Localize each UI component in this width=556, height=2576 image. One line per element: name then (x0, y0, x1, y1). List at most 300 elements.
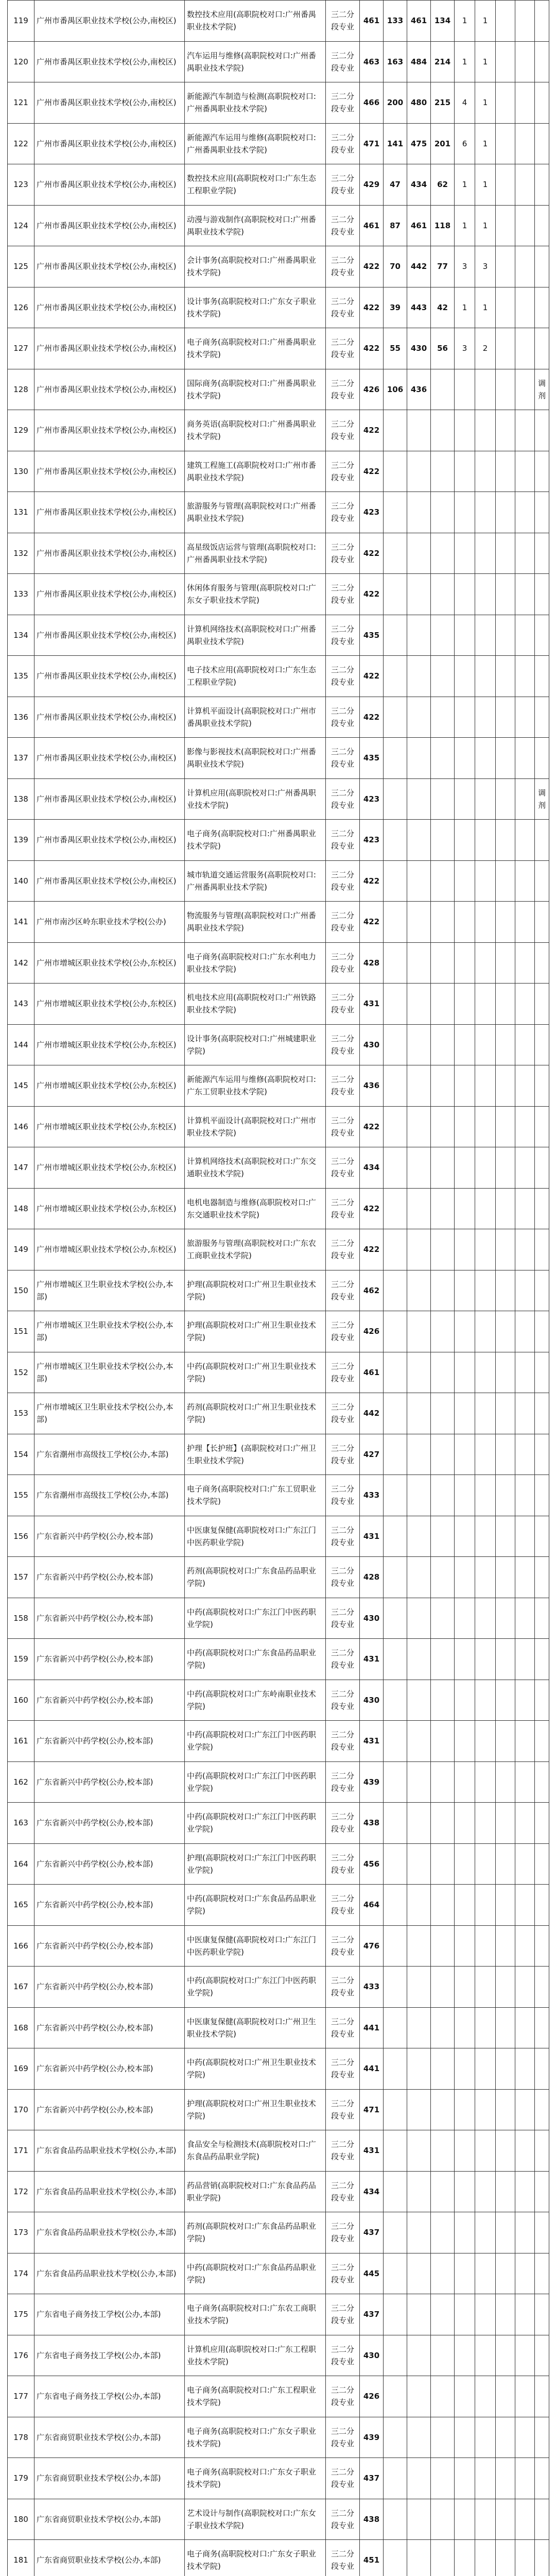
last-score: 475 (407, 123, 431, 164)
min-score-rank: 87 (384, 205, 407, 246)
last-score: 442 (407, 246, 431, 287)
major-name: 旅游服务与管理(高职院校对口:广东农工商职业技术学院) (185, 1229, 326, 1270)
last-major-choice (475, 2376, 496, 2417)
last-score: 443 (407, 287, 431, 328)
last-major-choice (475, 1967, 496, 2008)
school-name: 广州市番禺区职业技术学校(公办,南校区) (34, 778, 185, 820)
admission-table-body (8, 1, 549, 2576)
major-type: 三二分段专业 (326, 164, 360, 206)
last-score-rank (431, 1885, 455, 1926)
last-score (407, 1188, 431, 1229)
last-school-choice (455, 1475, 475, 1516)
row-number: 181 (8, 2540, 34, 2576)
last-score (407, 2417, 431, 2458)
last-school-choice (455, 2417, 475, 2458)
min-score-rank (384, 1680, 407, 1721)
last-score (407, 1475, 431, 1516)
last-score-rank (431, 1680, 455, 1721)
col-k (496, 1393, 515, 1434)
col-l (515, 1229, 535, 1270)
remark-cell (535, 1270, 549, 1311)
major-name: 护理(高职院校对口:广州卫生职业技术学院) (185, 2089, 326, 2130)
table-row (8, 1721, 549, 1762)
table-row (8, 820, 549, 861)
remark-cell (535, 410, 549, 451)
school-name: 广州市增城区职业技术学校(公办,东校区) (34, 1147, 185, 1189)
col-k (496, 1270, 515, 1311)
row-number: 171 (8, 2130, 34, 2172)
min-score-rank: 141 (384, 123, 407, 164)
remark-cell (535, 1557, 549, 1598)
last-score-rank (431, 2212, 455, 2253)
col-k (496, 860, 515, 902)
min-score-rank (384, 1147, 407, 1189)
admission-table-container (7, 0, 549, 2576)
major-type: 三二分段专业 (326, 984, 360, 1025)
col-k (496, 2499, 515, 2540)
remark-cell (535, 41, 549, 82)
remark-cell: 调剂 (535, 369, 549, 410)
major-type: 三二分段专业 (326, 1925, 360, 1967)
last-school-choice (455, 2048, 475, 2090)
last-score-rank (431, 1188, 455, 1229)
last-major-choice: 1 (475, 82, 496, 124)
last-score: 436 (407, 369, 431, 410)
row-number: 173 (8, 2212, 34, 2253)
min-score: 423 (360, 778, 384, 820)
major-type: 三二分段专业 (326, 41, 360, 82)
major-name: 影像与影视技术(高职院校对口:广州番禺职业技术学院) (185, 738, 326, 779)
col-l (515, 942, 535, 984)
min-score: 439 (360, 2417, 384, 2458)
major-type: 三二分段专业 (326, 1270, 360, 1311)
school-name: 广州市番禺区职业技术学校(公办,南校区) (34, 164, 185, 206)
last-major-choice (475, 533, 496, 574)
major-type: 三二分段专业 (326, 860, 360, 902)
table-row (8, 1885, 549, 1926)
col-k (496, 1475, 515, 1516)
last-score-rank (431, 2540, 455, 2576)
row-number: 136 (8, 697, 34, 738)
last-major-choice: 1 (475, 123, 496, 164)
row-number: 142 (8, 942, 34, 984)
col-k (496, 1721, 515, 1762)
table-row (8, 697, 549, 738)
min-score-rank (384, 2294, 407, 2335)
min-score: 464 (360, 1885, 384, 1926)
major-name: 中药(高职院校对口:广东江门中医药职业学院) (185, 1721, 326, 1762)
min-score-rank (384, 615, 407, 656)
table-row (8, 1803, 549, 1844)
last-score-rank (431, 1270, 455, 1311)
last-score (407, 2540, 431, 2576)
last-score-rank (431, 1516, 455, 1557)
col-k (496, 1024, 515, 1065)
last-school-choice (455, 1843, 475, 1885)
col-k (496, 410, 515, 451)
table-row (8, 1352, 549, 1393)
major-type: 三二分段专业 (326, 123, 360, 164)
min-score-rank (384, 820, 407, 861)
min-score-rank: 133 (384, 1, 407, 42)
remark-cell (535, 2212, 549, 2253)
last-major-choice (475, 2130, 496, 2172)
last-school-choice: 4 (455, 82, 475, 124)
min-score-rank (384, 1721, 407, 1762)
min-score: 422 (360, 1229, 384, 1270)
row-number: 126 (8, 287, 34, 328)
table-row (8, 2253, 549, 2294)
col-l (515, 1557, 535, 1598)
table-row (8, 2089, 549, 2130)
min-score-rank (384, 410, 407, 451)
col-l (515, 697, 535, 738)
school-name: 广州市番禺区职业技术学校(公办,南校区) (34, 533, 185, 574)
remark-cell (535, 1393, 549, 1434)
last-score (407, 574, 431, 615)
row-number: 140 (8, 860, 34, 902)
last-school-choice: 1 (455, 205, 475, 246)
row-number: 169 (8, 2048, 34, 2090)
row-number: 132 (8, 533, 34, 574)
row-number: 179 (8, 2458, 34, 2499)
school-name: 广州市南沙区岭东职业技术学校(公办) (34, 902, 185, 943)
last-school-choice (455, 1024, 475, 1065)
col-k (496, 1925, 515, 1967)
school-name: 广东省新兴中药学校(公办,校本部) (34, 2089, 185, 2130)
table-row (8, 410, 549, 451)
school-name: 广东省新兴中药学校(公办,校本部) (34, 1885, 185, 1926)
row-number: 131 (8, 492, 34, 533)
school-name: 广州市番禺区职业技术学校(公办,南校区) (34, 82, 185, 124)
major-type: 三二分段专业 (326, 2130, 360, 2172)
last-major-choice (475, 2212, 496, 2253)
last-score-rank (431, 492, 455, 533)
school-name: 广州市番禺区职业技术学校(公办,南校区) (34, 410, 185, 451)
table-row (8, 2171, 549, 2212)
last-score (407, 2458, 431, 2499)
last-score-rank (431, 2007, 455, 2048)
table-row (8, 1065, 549, 1107)
min-score-rank (384, 1270, 407, 1311)
remark-cell (535, 1, 549, 42)
table-row (8, 2417, 549, 2458)
min-score-rank (384, 1967, 407, 2008)
last-score-rank (431, 1229, 455, 1270)
col-l (515, 2089, 535, 2130)
col-l (515, 410, 535, 451)
min-score: 428 (360, 942, 384, 984)
remark-cell (535, 2048, 549, 2090)
col-k (496, 328, 515, 369)
table-row (8, 1024, 549, 1065)
school-name: 广州市番禺区职业技术学校(公办,南校区) (34, 123, 185, 164)
major-name: 电子商务(高职院校对口:广东女子职业技术学院) (185, 2417, 326, 2458)
last-score-rank (431, 984, 455, 1025)
last-school-choice (455, 1598, 475, 1639)
school-name: 广东省潮州市高级技工学校(公办,本部) (34, 1475, 185, 1516)
major-name: 中药(高职院校对口:广州卫生职业技术学院) (185, 1352, 326, 1393)
last-school-choice: 6 (455, 123, 475, 164)
col-l (515, 860, 535, 902)
major-type: 三二分段专业 (326, 1065, 360, 1107)
major-name: 艺术设计与制作(高职院校对口:广东女子职业技术学院) (185, 2499, 326, 2540)
major-name: 城市轨道交通运营服务(高职院校对口:广州番禺职业技术学院) (185, 860, 326, 902)
min-score: 441 (360, 2048, 384, 2090)
last-score (407, 451, 431, 492)
school-name: 广东省新兴中药学校(公办,校本部) (34, 1925, 185, 1967)
row-number: 155 (8, 1475, 34, 1516)
table-row (8, 1434, 549, 1475)
col-k (496, 1680, 515, 1721)
col-l (515, 1270, 535, 1311)
table-row (8, 738, 549, 779)
remark-cell (535, 492, 549, 533)
last-score-rank (431, 1106, 455, 1147)
table-row (8, 984, 549, 1025)
row-number: 121 (8, 82, 34, 124)
row-number: 167 (8, 1967, 34, 2008)
major-name: 新能源汽车运用与维修(高职院校对口:广州番禺职业技术学院) (185, 123, 326, 164)
major-name: 计算机应用(高职院校对口:广州番禺职业技术学院) (185, 778, 326, 820)
major-type: 三二分段专业 (326, 1229, 360, 1270)
major-name: 电子商务(高职院校对口:广东工程职业技术学院) (185, 2376, 326, 2417)
last-school-choice (455, 902, 475, 943)
col-k (496, 2007, 515, 2048)
min-score: 427 (360, 1434, 384, 1475)
remark-cell (535, 2171, 549, 2212)
min-score: 441 (360, 2007, 384, 2048)
col-l (515, 1311, 535, 1352)
last-school-choice (455, 2007, 475, 2048)
remark-cell (535, 1434, 549, 1475)
major-name: 护理【长护班】(高职院校对口:广州卫生职业技术学院) (185, 1434, 326, 1475)
min-score-rank (384, 1024, 407, 1065)
col-k (496, 2417, 515, 2458)
remark-cell (535, 1843, 549, 1885)
last-score-rank (431, 1639, 455, 1680)
last-major-choice (475, 820, 496, 861)
last-score-rank (431, 697, 455, 738)
table-row (8, 1598, 549, 1639)
last-score-rank (431, 2335, 455, 2376)
col-l (515, 615, 535, 656)
remark-cell: 调剂 (535, 778, 549, 820)
table-row (8, 2335, 549, 2376)
major-name: 护理(高职院校对口:广州卫生职业技术学院) (185, 1270, 326, 1311)
remark-cell (535, 1885, 549, 1926)
min-score-rank (384, 1598, 407, 1639)
school-name: 广东省潮州市高级技工学校(公办,本部) (34, 1434, 185, 1475)
col-l (515, 984, 535, 1025)
row-number: 174 (8, 2253, 34, 2294)
row-number: 154 (8, 1434, 34, 1475)
major-type: 三二分段专业 (326, 246, 360, 287)
min-score: 422 (360, 246, 384, 287)
col-l (515, 2417, 535, 2458)
last-score (407, 410, 431, 451)
major-type: 三二分段专业 (326, 1598, 360, 1639)
col-l (515, 1639, 535, 1680)
major-name: 数控技术应用(高职院校对口:广东生态工程职业学院) (185, 164, 326, 206)
remark-cell (535, 1639, 549, 1680)
last-score (407, 533, 431, 574)
col-l (515, 1188, 535, 1229)
last-score-rank (431, 1065, 455, 1107)
major-name: 中药(高职院校对口:广东食品药品职业学院) (185, 1639, 326, 1680)
row-number: 144 (8, 1024, 34, 1065)
last-school-choice (455, 2458, 475, 2499)
major-type: 三二分段专业 (326, 615, 360, 656)
last-school-choice (455, 1803, 475, 1844)
last-score-rank (431, 369, 455, 410)
min-score-rank (384, 492, 407, 533)
col-l (515, 246, 535, 287)
last-school-choice (455, 738, 475, 779)
table-row (8, 2130, 549, 2172)
last-school-choice (455, 2294, 475, 2335)
min-score: 429 (360, 164, 384, 206)
min-score: 461 (360, 1, 384, 42)
col-l (515, 1352, 535, 1393)
last-score-rank: 134 (431, 1, 455, 42)
last-score (407, 2007, 431, 2048)
min-score: 431 (360, 984, 384, 1025)
remark-cell (535, 1803, 549, 1844)
row-number: 149 (8, 1229, 34, 1270)
major-name: 药剂(高职院校对口:广东食品药品职业学院) (185, 2212, 326, 2253)
school-name: 广州市增城区卫生职业技术学校(公办,本部) (34, 1393, 185, 1434)
row-number: 146 (8, 1106, 34, 1147)
last-major-choice (475, 451, 496, 492)
col-l (515, 1803, 535, 1844)
col-k (496, 533, 515, 574)
school-name: 广州市增城区卫生职业技术学校(公办,本部) (34, 1270, 185, 1311)
last-score-rank (431, 1475, 455, 1516)
min-score-rank: 39 (384, 287, 407, 328)
last-major-choice (475, 1557, 496, 1598)
last-school-choice (455, 1434, 475, 1475)
school-name: 广东省商贸职业技术学校(公办,本部) (34, 2417, 185, 2458)
table-row (8, 778, 549, 820)
row-number: 159 (8, 1639, 34, 1680)
major-type: 三二分段专业 (326, 492, 360, 533)
remark-cell (535, 2540, 549, 2576)
col-l (515, 2007, 535, 2048)
row-number: 127 (8, 328, 34, 369)
col-l (515, 41, 535, 82)
last-score-rank (431, 451, 455, 492)
school-name: 广东省新兴中药学校(公办,校本部) (34, 1639, 185, 1680)
last-score: 484 (407, 41, 431, 82)
last-score (407, 1721, 431, 1762)
major-name: 中医康复保健(高职院校对口:广东江门中医药职业学院) (185, 1925, 326, 1967)
last-score (407, 2130, 431, 2172)
major-type: 三二分段专业 (326, 2171, 360, 2212)
last-major-choice (475, 2294, 496, 2335)
last-score-rank (431, 1803, 455, 1844)
major-name: 设计事务(高职院校对口:广东女子职业技术学院) (185, 287, 326, 328)
last-major-choice (475, 369, 496, 410)
last-school-choice (455, 2089, 475, 2130)
col-l (515, 2335, 535, 2376)
last-score (407, 1598, 431, 1639)
last-school-choice (455, 1925, 475, 1967)
last-major-choice (475, 1147, 496, 1189)
last-major-choice (475, 984, 496, 1025)
table-row (8, 246, 549, 287)
col-k (496, 287, 515, 328)
col-k (496, 984, 515, 1025)
last-score: 480 (407, 82, 431, 124)
min-score: 456 (360, 1843, 384, 1885)
col-k (496, 492, 515, 533)
last-school-choice (455, 1147, 475, 1189)
col-l (515, 1516, 535, 1557)
row-number: 168 (8, 2007, 34, 2048)
last-school-choice (455, 1639, 475, 1680)
min-score: 471 (360, 2089, 384, 2130)
remark-cell (535, 1925, 549, 1967)
last-score-rank (431, 1393, 455, 1434)
major-name: 商务英语(高职院校对口:广州番禺职业技术学院) (185, 410, 326, 451)
last-major-choice (475, 1270, 496, 1311)
major-type: 三二分段专业 (326, 2458, 360, 2499)
table-row (8, 2540, 549, 2576)
major-name: 中药(高职院校对口:广东江门中医药职业学院) (185, 1967, 326, 2008)
min-score: 442 (360, 1393, 384, 1434)
last-score (407, 942, 431, 984)
table-row (8, 82, 549, 124)
major-name: 电子商务(高职院校对口:广州番禺职业技术学院) (185, 328, 326, 369)
min-score: 437 (360, 2212, 384, 2253)
last-score: 430 (407, 328, 431, 369)
major-type: 三二分段专业 (326, 205, 360, 246)
row-number: 158 (8, 1598, 34, 1639)
last-school-choice: 1 (455, 287, 475, 328)
col-k (496, 2458, 515, 2499)
last-score-rank (431, 1024, 455, 1065)
col-l (515, 1721, 535, 1762)
remark-cell (535, 2417, 549, 2458)
last-score-rank (431, 1967, 455, 2008)
min-score-rank (384, 1761, 407, 1803)
min-score-rank (384, 697, 407, 738)
last-score: 434 (407, 164, 431, 206)
table-row (8, 328, 549, 369)
col-l (515, 1434, 535, 1475)
remark-cell (535, 2089, 549, 2130)
row-number: 163 (8, 1803, 34, 1844)
major-type: 三二分段专业 (326, 1557, 360, 1598)
remark-cell (535, 615, 549, 656)
last-major-choice (475, 778, 496, 820)
col-l (515, 328, 535, 369)
min-score-rank (384, 1393, 407, 1434)
min-score-rank: 106 (384, 369, 407, 410)
row-number: 177 (8, 2376, 34, 2417)
last-score (407, 1311, 431, 1352)
last-school-choice (455, 1680, 475, 1721)
min-score-rank (384, 1188, 407, 1229)
last-score-rank (431, 1557, 455, 1598)
major-type: 三二分段专业 (326, 574, 360, 615)
min-score-rank: 55 (384, 328, 407, 369)
min-score: 451 (360, 2540, 384, 2576)
major-name: 国际商务(高职院校对口:广州番禺职业技术学院) (185, 369, 326, 410)
col-k (496, 2089, 515, 2130)
school-name: 广东省新兴中药学校(公办,校本部) (34, 1803, 185, 1844)
